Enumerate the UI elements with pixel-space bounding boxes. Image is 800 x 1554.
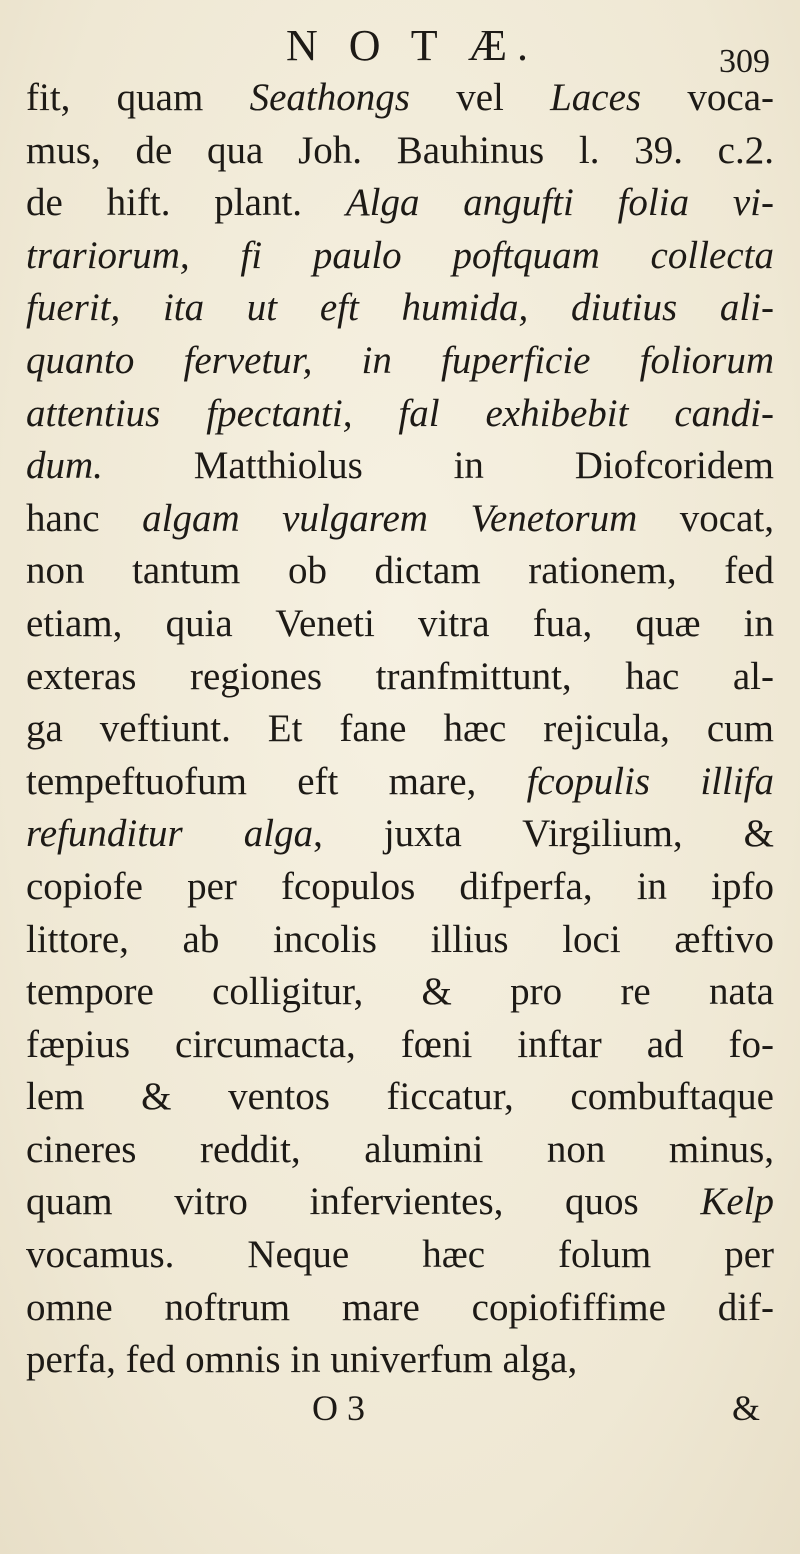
text-line bbox=[26, 440, 774, 493]
text-line bbox=[26, 808, 774, 861]
roman-segment: hanc bbox=[26, 496, 143, 540]
roman-segment: littore, ab incolis illius loci æftivo bbox=[26, 917, 774, 961]
roman-segment: voca- bbox=[641, 76, 774, 119]
page-number: 309 bbox=[719, 43, 770, 80]
text-line bbox=[26, 861, 774, 914]
text-line bbox=[26, 388, 774, 441]
text-line bbox=[26, 703, 774, 756]
roman-segment: perfa, fed omnis in univerfum alga, bbox=[26, 1338, 578, 1382]
roman-segment: non tantum ob dictam rationem, fed bbox=[26, 549, 774, 593]
roman-segment: exteras regiones tranfmittunt, hac al- bbox=[26, 654, 774, 698]
roman-segment: vel bbox=[409, 76, 551, 119]
text-line bbox=[26, 1282, 774, 1335]
text-line bbox=[26, 282, 774, 335]
body-text bbox=[26, 72, 774, 1387]
roman-segment: , juxta Virgilium, & bbox=[313, 812, 774, 856]
running-head bbox=[0, 18, 800, 80]
text-line bbox=[26, 177, 774, 230]
text-line bbox=[26, 230, 774, 283]
text-line bbox=[26, 966, 774, 1019]
roman-segment: lem & ventos ficcatur, combuftaque bbox=[26, 1075, 774, 1119]
italic-segment: fcopulis illifa bbox=[526, 759, 774, 803]
text-line bbox=[26, 756, 774, 809]
roman-segment: vocat, bbox=[637, 496, 774, 540]
text-line bbox=[26, 598, 774, 651]
italic-segment: Alga angufti folia vi- bbox=[345, 181, 774, 225]
italic-segment: trariorum, fi paulo poftquam collecta bbox=[26, 233, 774, 277]
text-line bbox=[26, 545, 774, 598]
italic-segment: refunditur alga bbox=[26, 812, 314, 856]
roman-segment: etiam, quia Veneti vitra fua, quæ in bbox=[26, 601, 774, 645]
text-line bbox=[26, 1071, 774, 1124]
roman-segment: quam vitro infervientes, quos bbox=[26, 1180, 701, 1224]
text-line bbox=[26, 651, 774, 704]
signature-mark: O 3 bbox=[312, 1388, 365, 1428]
text-line bbox=[26, 493, 774, 546]
italic-segment: dum. bbox=[26, 444, 103, 488]
italic-segment: Kelp bbox=[700, 1180, 774, 1224]
roman-segment: cineres reddit, alumini non minus, bbox=[26, 1127, 774, 1171]
roman-segment: fit, quam bbox=[26, 76, 250, 119]
italic-segment: fuerit, ita ut eft humida, diutius ali- bbox=[26, 286, 774, 330]
roman-segment: fæpius circumacta, fœni inftar ad fo- bbox=[26, 1022, 774, 1066]
italic-segment: Laces bbox=[550, 76, 642, 119]
text-line bbox=[26, 914, 774, 967]
roman-segment: de hift. plant. bbox=[26, 181, 346, 225]
roman-segment: Matthiolus in Diofcoridem bbox=[102, 444, 774, 488]
text-line bbox=[26, 125, 774, 178]
roman-segment: tempeftuofum eft mare, bbox=[26, 759, 527, 803]
text-line bbox=[26, 1229, 774, 1282]
italic-segment: algam vulgarem Venetorum bbox=[142, 496, 638, 540]
text-line bbox=[26, 1019, 774, 1072]
roman-segment: tempore colligitur, & pro re nata bbox=[26, 970, 774, 1014]
catchword: & bbox=[731, 1388, 760, 1428]
italic-segment: attentius fpectanti, fal exhibebit candi- bbox=[26, 391, 774, 435]
text-line bbox=[26, 1124, 774, 1177]
roman-segment: omne noftrum mare copiofiffime dif- bbox=[26, 1285, 774, 1329]
italic-segment: Seathongs bbox=[249, 76, 410, 119]
text-line bbox=[26, 1176, 774, 1229]
running-title: N O T Æ. bbox=[286, 21, 538, 70]
page-footer bbox=[0, 1380, 800, 1440]
roman-segment: vocamus. Neque hæc folum per bbox=[26, 1233, 774, 1277]
roman-segment: mus, de qua Joh. Bauhinus l. 39. c.2. bbox=[26, 128, 774, 172]
roman-segment: ga veftiunt. Et fane hæc rejicula, cum bbox=[26, 707, 774, 751]
text-line bbox=[26, 72, 774, 125]
roman-segment: copiofe per fcopulos difperfa, in ipfo bbox=[26, 864, 774, 908]
text-line bbox=[26, 1334, 774, 1387]
italic-segment: quanto fervetur, in fuperficie foliorum bbox=[26, 338, 774, 382]
text-line bbox=[26, 335, 774, 388]
